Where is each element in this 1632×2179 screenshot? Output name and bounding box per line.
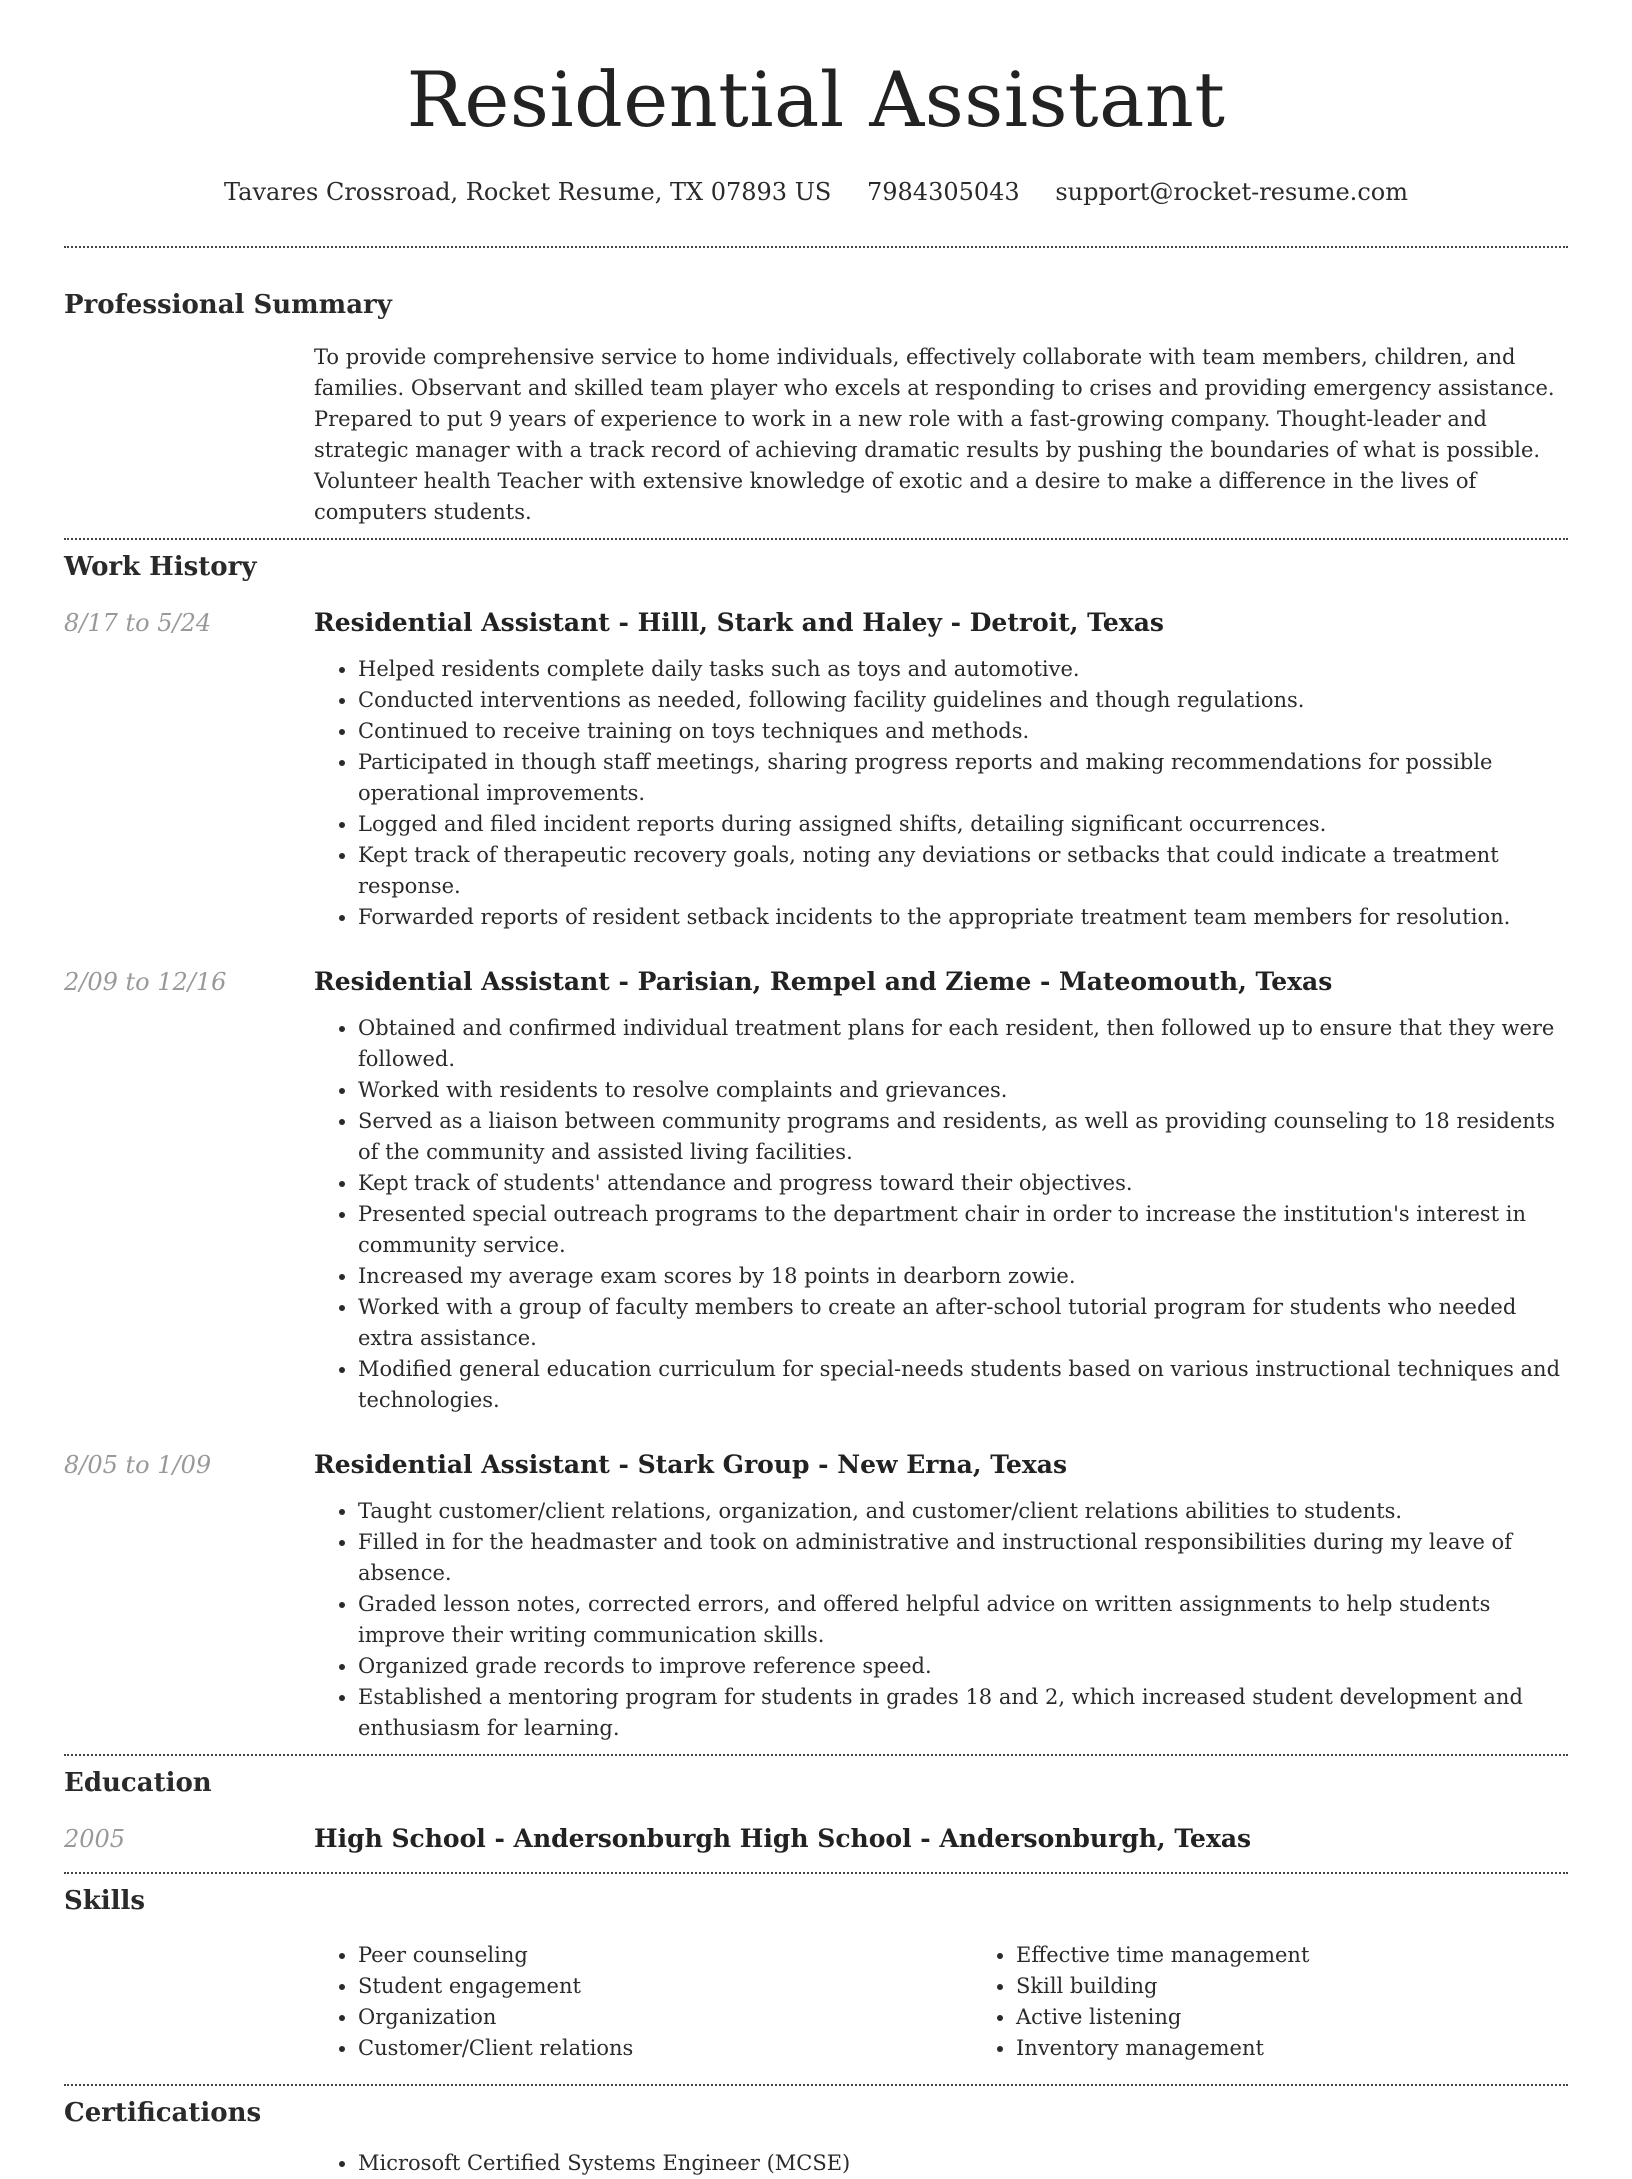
contact-phone: 7984305043 [867,178,1020,206]
contact-email: support@rocket-resume.com [1055,178,1408,206]
job-dates: 8/17 to 5/24 [64,609,212,637]
job-bullets [314,654,1568,933]
job-entry [64,965,1568,1416]
job-bullets [314,1013,1568,1416]
skills-column-left [314,1940,972,2064]
list-item: • Kept track of therapeutic recovery goals, noting any deviations or setbacks that could indicate a treatment response. [358,840,1568,902]
list-item: • Conducted interventions as needed, following facility guidelines and though regulations. [358,685,1568,716]
work-history-heading: Work History [64,552,257,582]
skills-grid [314,1940,1630,2064]
list-item: • Taught customer/client relations, organization, and customer/client relations abilities to students. [358,1496,1568,1527]
list-item: • Presented special outreach programs to the department chair in order to increase the institution's interest in community service. [358,1199,1568,1261]
skills-column-right [972,1940,1630,2064]
skill-item: • Effective time management [1016,1940,1630,1971]
section-divider [64,246,1568,248]
skills-section [64,1884,1568,2064]
certification-item: • Microsoft Certified Systems Engineer (MCSE) [358,2148,1568,2179]
skill-item: • Organization [358,2002,972,2033]
contact-address: Tavares Crossroad, Rocket Resume, TX 07893 US [224,178,832,206]
list-item: • Kept track of students' attendance and progress toward their objectives. [358,1168,1568,1199]
work-history-section [64,550,1568,1744]
education-heading: Education [64,1768,212,1798]
list-item: • Filled in for the headmaster and took on administrative and instructional responsibilities during my leave of absence. [358,1527,1568,1589]
skill-item: • Customer/Client relations [358,2033,972,2064]
education-entry [64,1822,1568,1856]
list-item: • Organized grade records to improve reference speed. [358,1651,1568,1682]
contact-line [64,176,1568,208]
job-entry [64,1448,1568,1744]
certifications-heading: Certifications [64,2098,262,2128]
skill-item: • Active listening [1016,2002,1630,2033]
section-divider [64,2084,1568,2086]
job-entry [64,606,1568,933]
list-item: • Continued to receive training on toys techniques and methods. [358,716,1568,747]
certifications-list [314,2148,1568,2179]
skills-heading: Skills [64,1886,146,1916]
skill-item: • Student engagement [358,1971,972,2002]
section-divider [64,1754,1568,1756]
certifications-section [64,2096,1568,2179]
list-item: • Helped residents complete daily tasks such as toys and automotive. [358,654,1568,685]
list-item: • Increased my average exam scores by 18 points in dearborn zowie. [358,1261,1568,1292]
list-item: • Forwarded reports of resident setback incidents to the appropriate treatment team members for resolution. [358,902,1568,933]
list-item: • Worked with a group of faculty members to create an after-school tutorial program for students who needed extra assistance. [358,1292,1568,1354]
list-item: • Logged and filed incident reports during assigned shifts, detailing significant occurrences. [358,809,1568,840]
skill-item: • Inventory management [1016,2033,1630,2064]
summary-text: To provide comprehensive service to home individuals, effectively collaborate with team members, children, and families. Observant and skilled team player who excels at responding to crises and providing emergency assistance. Prepared to put 9 years of experience to work in a new role with a fast-growing company. Thought-leader and strategic manager with a track record of achieving dramatic results by pushing the boundaries of what is possible. Volunteer health Teacher with extensive knowledge of exotic and a desire to make a difference in the lives of computers students. [314,345,1555,524]
job-heading: Residential Assistant - Stark Group - New Erna, Texas [314,1450,1068,1479]
job-heading: Residential Assistant - Parisian, Rempel and Zieme - Mateomouth, Texas [314,967,1333,996]
list-item: • Obtained and confirmed individual treatment plans for each resident, then followed up to ensure that they were followed. [358,1013,1568,1075]
list-item: • Participated in though staff meetings, sharing progress reports and making recommendations for possible operational improvements. [358,747,1568,809]
education-section [64,1766,1568,1856]
list-item: • Worked with residents to resolve complaints and grievances. [358,1075,1568,1106]
list-item: • Modified general education curriculum for special-needs students based on various instructional techniques and technologies. [358,1354,1568,1416]
list-item: • Graded lesson notes, corrected errors, and offered helpful advice on written assignments to help students improve their writing communication skills. [358,1589,1568,1651]
section-divider [64,538,1568,540]
job-dates: 2/09 to 12/16 [64,968,227,996]
list-item: • Served as a liaison between community programs and residents, as well as providing counseling to 18 residents of the community and assisted living facilities. [358,1106,1568,1168]
summary-heading: Professional Summary [64,290,392,320]
job-heading: Residential Assistant - Hilll, Stark and Haley - Detroit, Texas [314,608,1164,637]
skill-item: • Peer counseling [358,1940,972,1971]
job-dates: 8/05 to 1/09 [64,1451,212,1479]
job-bullets [314,1496,1568,1744]
list-item: • Established a mentoring program for students in grades 18 and 2, which increased student development and enthusiasm for learning. [358,1682,1568,1744]
candidate-name: Residential Assistant [406,55,1226,144]
skill-item: • Skill building [1016,1971,1630,2002]
section-divider [64,1872,1568,1874]
summary-section [64,288,1568,528]
education-year: 2005 [64,1825,126,1853]
education-heading-text: High School - Andersonburgh High School - Andersonburgh, Texas [314,1824,1252,1853]
